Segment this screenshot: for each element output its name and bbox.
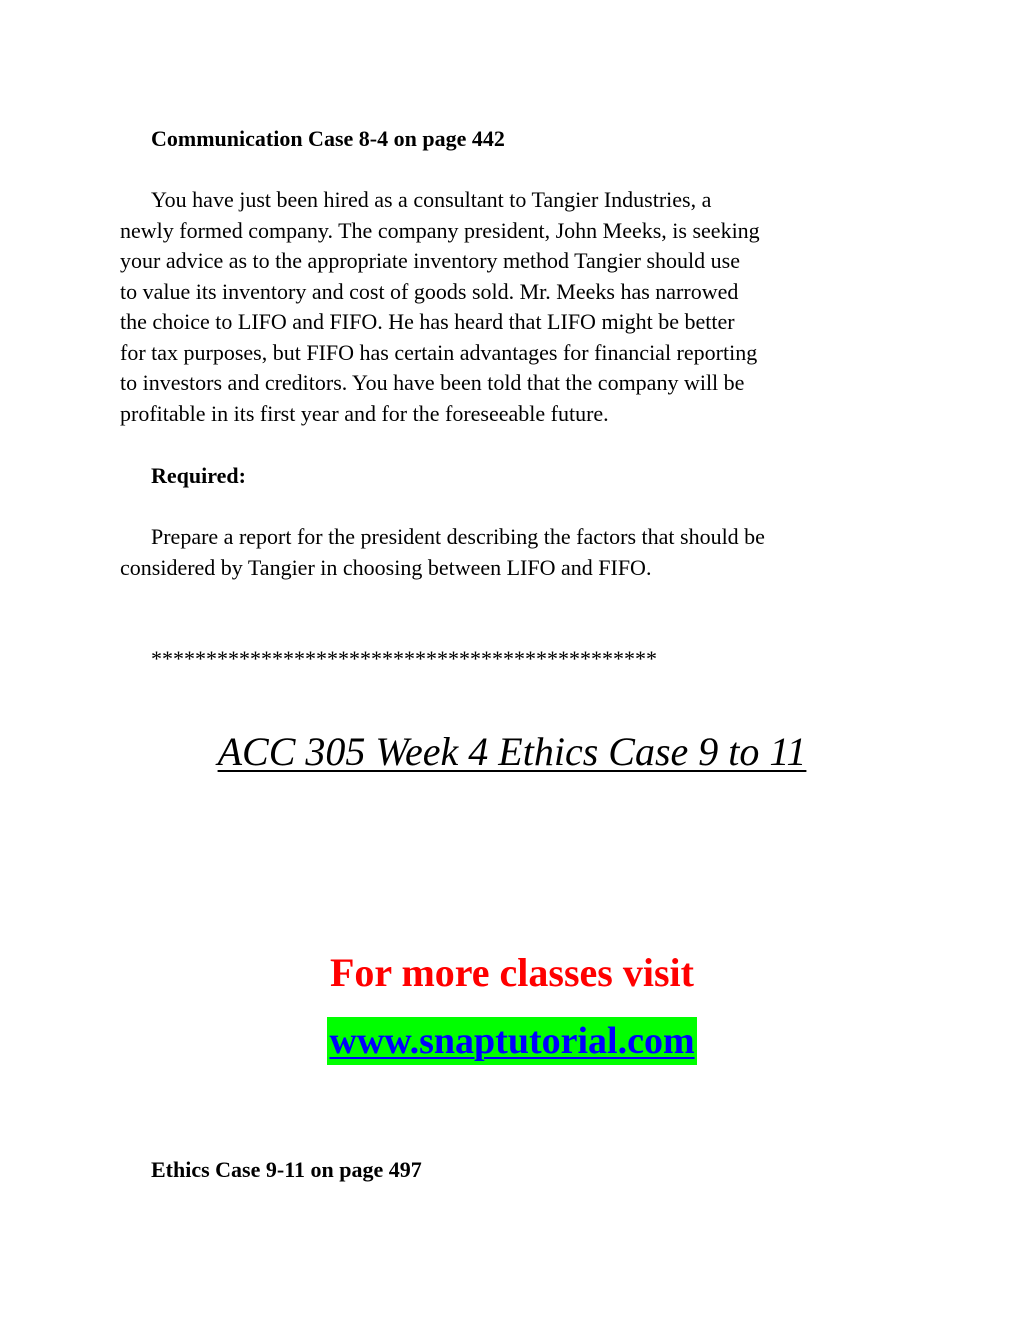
website-link[interactable]: www.snaptutorial.com [327,1017,696,1065]
section-heading-ethics-case: Ethics Case 9-11 on page 497 [151,1157,422,1182]
promo-text: For more classes visit [329,950,694,995]
paragraph-line: profitable in its first year and for the foreseeable future. [120,400,609,426]
page-title [0,728,1024,776]
paragraph-line: Prepare a report for the president describing the factors that should be [151,524,765,549]
paragraph-line: to investors and creditors. You have been told that the company will be [120,370,745,395]
required-label: Required: [151,463,246,488]
paragraph-line: your advice as to the appropriate inventory method Tangier should use [120,248,740,273]
required-paragraph [120,522,765,583]
promo-link-container [0,1017,1024,1065]
paragraph-line: You have just been hired as a consultant to Tangier Industries, a [151,187,712,212]
case-description-paragraph [120,185,760,429]
page-title-text: ACC 305 Week 4 Ethics Case 9 to 11 [217,729,807,774]
section-heading-communication-case: Communication Case 8-4 on page 442 [151,126,505,151]
paragraph-line: for tax purposes, but FIFO has certain advantages for financial reporting [120,339,758,365]
paragraph-line: the choice to LIFO and FIFO. He has heard that LIFO might be better [120,309,735,334]
paragraph-line: considered by Tangier in choosing between LIFO and FIFO. [120,554,652,580]
paragraph-line: newly formed company. The company president, John Meeks, is seeking [120,217,760,243]
asterisk-separator: ********************************************** [151,646,657,671]
paragraph-line: to value its inventory and cost of goods sold. Mr. Meeks has narrowed [120,278,739,304]
